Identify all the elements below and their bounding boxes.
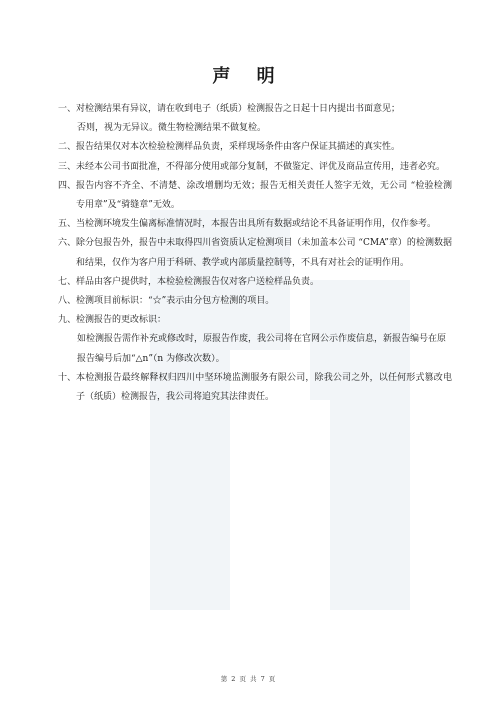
- declaration-item-row: [58, 369, 452, 407]
- declaration-item-row: [58, 100, 452, 119]
- declaration-item-row: [58, 158, 452, 177]
- declaration-item: [58, 138, 452, 157]
- declaration-list: [58, 100, 452, 407]
- item-number: 九、: [58, 315, 77, 326]
- declaration-item-row: [58, 311, 452, 330]
- declaration-item: [58, 369, 452, 407]
- item-number: 七、: [58, 276, 77, 287]
- page-number: 第 2 页 共 7 页: [220, 675, 277, 683]
- item-number: 三、: [58, 161, 77, 172]
- item-number: 十、: [58, 372, 77, 383]
- item-text: 未经本公司书面批准，不得部分使用或部分复制，不做鉴定、评优及商品宣传用，违者必究。: [76, 161, 446, 172]
- declaration-item: [58, 292, 452, 311]
- item-number: 五、: [58, 219, 77, 230]
- declaration-item-row: [58, 234, 452, 272]
- item-text: 检测项目前标识：“☆”表示由分包方检测的项目。: [76, 296, 275, 307]
- declaration-item: [58, 234, 452, 272]
- item-number: 六、: [58, 238, 77, 249]
- declaration-item: [58, 158, 452, 177]
- item-continuation: 如检测报告需作补充或修改时，原报告作废，我公司将在官网公示作废信息，新报告编号在原报告编号后加“△n”（n 为修改次数）。: [77, 334, 447, 364]
- item-continuation: 否则，视为无异议。微生物检测结果不做复检。: [77, 123, 267, 134]
- declaration-item-row: [58, 215, 452, 234]
- item-number: 八、: [58, 296, 77, 307]
- declaration-item-row: [58, 273, 452, 292]
- item-text: 本检测报告最终解释权归四川中坚环境监测服务有限公司，除我公司之外，以任何形式篡改电子（纸质）检测报告，我公司将追究其法律责任。: [76, 372, 452, 403]
- declaration-item-row: [58, 138, 452, 157]
- declaration-item: [58, 311, 452, 369]
- declaration-item: [58, 177, 452, 215]
- declaration-item: [58, 273, 452, 292]
- item-text: 样品由客户提供时，本检验检测报告仅对客户送检样品负责。: [76, 276, 320, 287]
- item-text: 报告内容不齐全、不清楚、涂改增删均无效；报告无相关责任人签字无效，无公司 “检验检测专用章”及“骑缝章”无效。: [76, 180, 452, 211]
- declaration-item-row: [58, 177, 452, 215]
- declaration-item: [58, 100, 452, 138]
- item-number: 四、: [58, 180, 77, 191]
- item-text: 当检测环境发生偏离标准情况时，本报告出具所有数据或结论不具备证明作用，仅作参考。: [76, 219, 437, 230]
- page-title: 声 明: [212, 66, 285, 87]
- item-text: 除分包报告外，报告中未取得四川省资质认定检测项目（未加盖本公司 “CMA”章）的检测数据和结果，仅作为客户用于科研、教学或内部质量控制等，不具有对社会的证明作用。: [76, 238, 452, 268]
- item-text: 报告结果仅对本次检验检测样品负责，采样现场条件由客户保证其描述的真实性。: [76, 142, 401, 153]
- declaration-item-row: [58, 292, 452, 311]
- item-text: 检测报告的更改标识：: [76, 315, 167, 326]
- declaration-item: [58, 215, 452, 234]
- item-number: 二、: [58, 142, 77, 153]
- item-text: 对检测结果有异议，请在收到电子（纸质）检测报告之日起十日内提出书面意见；: [76, 104, 401, 114]
- item-number: 一、: [58, 104, 77, 114]
